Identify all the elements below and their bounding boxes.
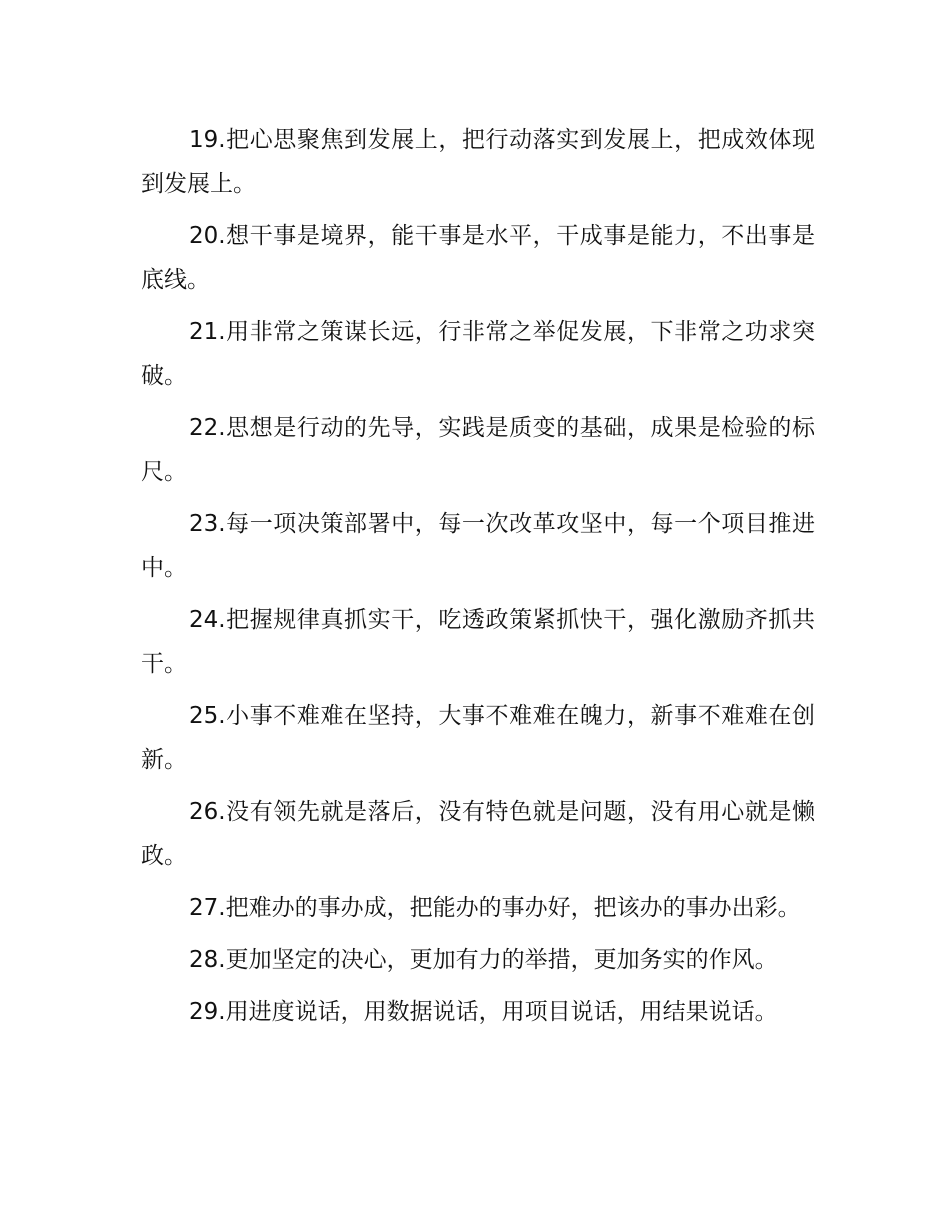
paragraph-22: 22.思想是行动的先导，实践是质变的基础，成果是检验的标尺。 xyxy=(141,415,815,485)
paragraph-26: 26.没有领先就是落后，没有特色就是问题，没有用心就是懒政。 xyxy=(141,799,815,869)
document-body xyxy=(141,118,815,1042)
paragraph-27: 27.把难办的事办成，把能办的事办好，把该办的事办出彩。 xyxy=(189,895,801,921)
paragraph-19: 19.把心思聚焦到发展上，把行动落实到发展上，把成效体现到发展上。 xyxy=(141,127,815,197)
paragraph-23: 23.每一项决策部署中，每一次改革攻坚中，每一个项目推进中。 xyxy=(141,511,815,581)
paragraph-21: 21.用非常之策谋长远，行非常之举促发展，下非常之功求突破。 xyxy=(141,319,815,389)
paragraph-25: 25.小事不难难在坚持，大事不难难在魄力，新事不难难在创新。 xyxy=(141,703,815,773)
paragraph-29: 29.用进度说话，用数据说话，用项目说话，用结果说话。 xyxy=(189,999,778,1025)
paragraph-24: 24.把握规律真抓实干，吃透政策紧抓快干，强化激励齐抓共干。 xyxy=(141,607,815,677)
paragraph-28: 28.更加坚定的决心，更加有力的举措，更加务实的作风。 xyxy=(189,947,778,973)
paragraph-20: 20.想干事是境界，能干事是水平，干成事是能力，不出事是底线。 xyxy=(141,223,815,293)
